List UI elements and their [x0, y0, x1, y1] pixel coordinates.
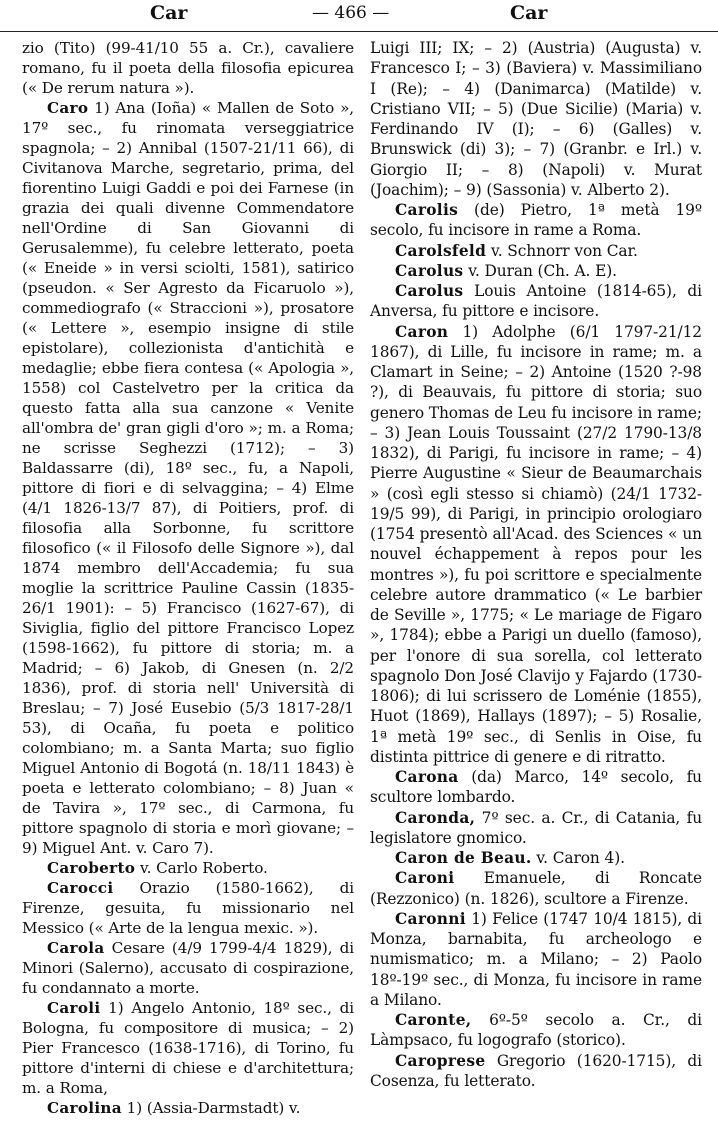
entry-text: 1) Ana (Ioña) « Mallen de Soto », 17º sec., fu rinomata verseggiatrice spagnola; – 2) Annibal (1507-21/11 66), di Civitanova Marche, segretario, prima, del fiorentino Luigi Gaddi e poi dei Farnese (in grazia dei quali divenne Commendatore nell'Ordine di San Giovanni di Gerusalemme), fu celebre letterato, poeta (« Eneide » in versi sciolti, 1581), satirico (pseudon. « Ser Agresto da Ficaruolo »), commediografo (« Straccioni »), prosatore (« Lettere », esempio insigne di stile epistolare), collezionista d'antichità e medaglie; ebbe fiera contesa (« Apologia », 1558) col Castelvetro per la critica da questo fatta alla sua canzone « Venite all'ombra de' gran gigli d'oro »; m. a Roma; ne scrisse Seghezzi (1712); – 3) Baldassarre (di), 18º sec., fu, a Napoli, pittore di fiori e di selvaggina; – 4) Elme (4/1 1826-13/7 87), di Poitiers, prof. di filosofia alla Sorbonne, fu scrittore filosofico (« il Filosofo delle Signore »), dal 1874 membro dell'Accademia; fu sua moglie la scrittrice Pauline Cassin (1835-26/1 1901): – 5) Francisco (1627-67), di Siviglia, figlio del pittore Francisco Lopez (1598-1662), fu pittore di storia; m. a Madrid; – 6) Jakob, di Gnesen (n. 2/2 1836), prof. di storia nell' Università di Breslau; – 7) José Eusebio (5/3 1817-28/1 53), di Ocaña, fu poeta e politico colombiano; m. a Santa Marta; suo figlio Miguel Antonio di Bogotá (n. 18/11 1843) è poeta e letterato colombiano; – 8) Juan « de Tavira », 17º sec., di Carmona, fu pittore spagnolo di storia e morì giovane; – 9) Miguel Ant. v. Caro 7). [22, 99, 354, 857]
entry-text: 1) (Assia-Darmstadt) v. [126, 1099, 301, 1117]
entry-text: Orazio (1580-1662), di Firenze, gesuita, fu missionario nel Messico (« Arte de la lengua mexic. »). [22, 879, 354, 937]
entry-text: v. Caron 4). [536, 849, 625, 867]
dictionary-entry [370, 261, 702, 281]
entry-headword: Carocci [47, 879, 114, 897]
entry-headword: Carona [395, 768, 459, 786]
entry-headword: Carolus [395, 282, 464, 300]
dictionary-entry [22, 998, 354, 1098]
dictionary-entry [22, 1098, 354, 1118]
right-column [370, 38, 702, 1091]
dictionary-entry [22, 858, 354, 878]
running-header [0, 0, 718, 34]
entry-text: Cesare (4/9 1799-4/4 1829), di Minori (Salerno), accusato di cospirazione, fu condannato a morte. [22, 939, 354, 997]
dictionary-entry [370, 281, 702, 322]
dictionary-entry [370, 767, 702, 808]
dictionary-entry [370, 868, 702, 909]
entry-headword: Caroni [395, 869, 455, 888]
entry-headword: Caro [47, 99, 89, 117]
entry-continuation [370, 38, 702, 200]
entry-headword: Carola [47, 939, 105, 957]
entry-text: 1) Angelo Antonio, 18º sec., di Bologna, fu compositore di musica; – 2) Pier Francesco (1638-1716), di Torino, fu pittore d'interni di chiese e d'architettura; m. a Roma, [22, 999, 354, 1097]
entry-text: 1) Adolphe (6/1 1797-21/12 1867), di Lille, fu incisore in rame; m. a Clamart in Seine; – 2) Antoine (1520 ?-98 ?), di Beauvais, fu pittore di storia; suo genero Thomas de Leu fu incisore in rame; – 3) Jean Louis Toussaint (27/2 1790-13/8 1832), di Parigi, fu incisore in rame; – 4) Pierre Augustine « Sieur de Beaumarchais » (così egli stesso si chiamò) (24/1 1732-19/5 99), di Parigi, in principio orologiaro (1754 presentò all'Acad. des Sciences « un nouvel échappement à repos pour les montres »), fu poi scrittore e specialmente celebre autore drammatico (« Le barbier de Seville », 1775; « Le mariage de Figaro », 1784); ebbe a Parigi un duello (famoso), per l'onore di sua sorella, col letterato spagnolo Don José Clavijo y Fajardo (1730-1806); di lui scrissero de Loménie (1855), Huot (1869), Hallays (1897); – 5) Rosalie, 1ª metà 19º sec., di Senlis in Oise, fu distinta pittrice di genere e di ritratto. [370, 322, 702, 766]
header-right-guide-word: Car [510, 2, 548, 24]
entry-headword: Caron [395, 322, 449, 341]
dictionary-entry [370, 1010, 702, 1051]
entry-headword: Caroli [47, 999, 101, 1017]
dictionary-entry [370, 909, 702, 1010]
dictionary-entry [370, 808, 702, 849]
entry-headword: Caronda, [395, 808, 476, 827]
entry-headword: Carolina [47, 1099, 122, 1117]
entry-text: v. Carlo Roberto. [139, 859, 268, 877]
entry-text: 1) Felice (1747 10/4 1815), di Monza, barnabita, fu archeologo e numismatico; m. a Milano; – 2) Paolo 18º-19º sec., di Monza, fu incisore in rame a Milano. [370, 909, 702, 1009]
entry-headword: Caroprese [395, 1051, 486, 1070]
entry-text: (da) Marco, 14º secolo, fu scultore lombardo. [370, 768, 702, 807]
header-left-guide-word: Car [150, 2, 188, 24]
entry-text: v. Duran (Ch. A. E). [468, 261, 617, 280]
entry-text: v. Schnorr von Car. [490, 241, 638, 260]
dictionary-entry [22, 938, 354, 998]
entry-text: zio (Tito) (99-41/10 55 a. Cr.), cavaliere romano, fu il poeta della filosofia epicurea (« De rerum natura »). [22, 39, 354, 97]
dictionary-entry [22, 98, 354, 858]
left-column [22, 38, 354, 1118]
entry-continuation [22, 38, 354, 98]
entry-text: Luigi III; IX; – 2) (Austria) (Augusta) v. Francesco I; – 3) (Baviera) v. Massimiliano I (Re); – 4) (Danimarca) (Matilde) v. Cristiano VII; – 5) (Due Sicilie) (Maria) v. Ferdinando IV (I); – 6) (Galles) v. Brunswick (di) 3); – 7) (Granbr. e Irl.) v. Giorgio II; – 8) (Napoli) v. Murat (Joachim); – 9) (Sassonia) v. Alberto 2). [370, 39, 702, 199]
entry-headword: Caronte, [395, 1011, 472, 1029]
entry-text: (de) Pietro, 1ª metà 19º secolo, fu incisore in rame a Roma. [370, 201, 702, 240]
header-rule [0, 31, 718, 32]
dictionary-entry [370, 322, 702, 768]
dictionary-entry [370, 848, 702, 868]
entry-headword: Carolsfeld [395, 241, 487, 260]
dictionary-entry [370, 1051, 702, 1092]
dictionary-entry [22, 878, 354, 938]
entry-headword: Carolus [395, 261, 464, 280]
entry-text: 6º-5º secolo a. Cr., di Làmpsaco, fu logografo (storico). [370, 1011, 702, 1050]
entry-headword: Caron de Beau. [395, 849, 532, 867]
page-number: — 466 — [312, 3, 390, 23]
entry-headword: Caronni [395, 909, 466, 928]
entry-text: 7º sec. a. Cr., di Catania, fu legislatore gnomico. [370, 808, 702, 847]
entry-headword: Carolis [395, 201, 459, 219]
entry-text: Gregorio (1620-1715), di Cosenza, fu letterato. [370, 1051, 702, 1090]
dictionary-entry [370, 200, 702, 241]
entry-headword: Caroberto [47, 859, 136, 877]
entry-text: Louis Antoine (1814-65), di Anversa, fu pittore e incisore. [370, 282, 702, 321]
dictionary-entry [370, 241, 702, 261]
entry-text: Emanuele, di Roncate (Rezzonico) (n. 1826), scultore a Firenze. [370, 869, 702, 908]
